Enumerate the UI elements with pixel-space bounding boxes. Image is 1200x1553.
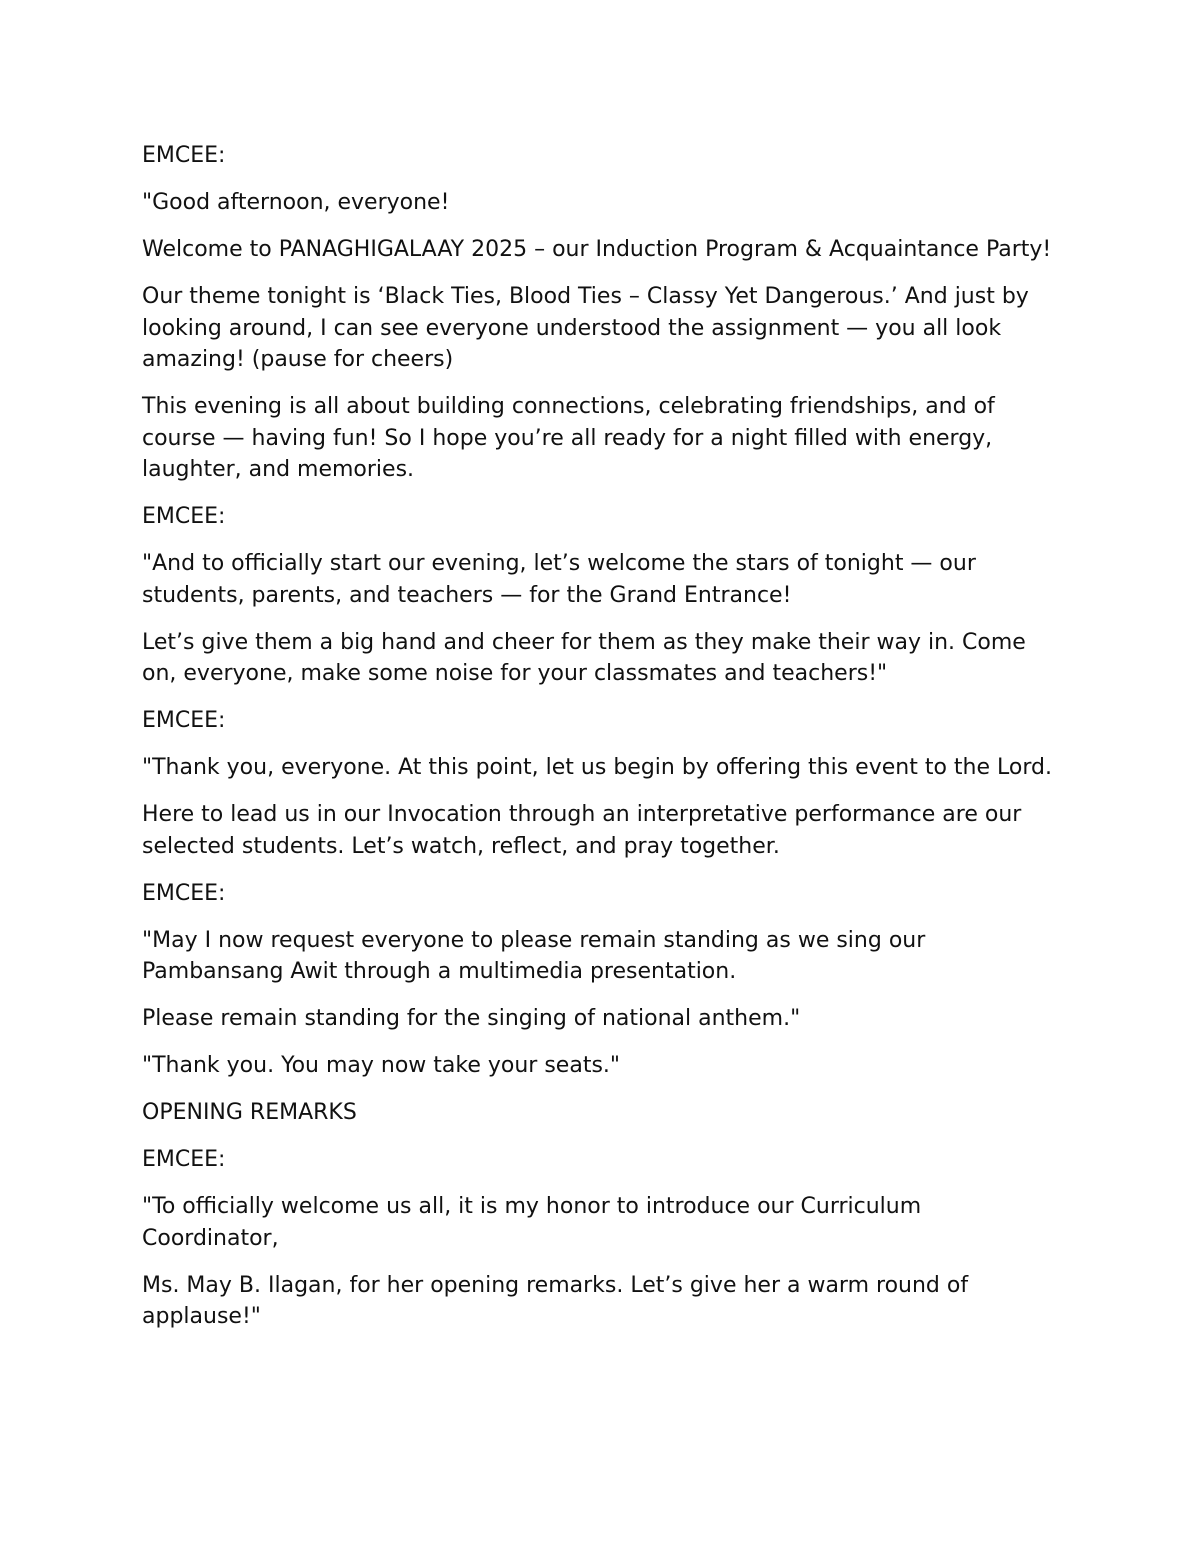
document-body <box>142 140 1062 1348</box>
paragraph: "May I now request everyone to please remain standing as we sing our Pambansang Awit through a multimedia presentation. <box>142 927 926 984</box>
paragraph: "Thank you, everyone. At this point, let us begin by offering this event to the Lord. <box>142 755 1052 780</box>
section-heading: OPENING REMARKS <box>142 1100 357 1125</box>
paragraph: "Good afternoon, everyone! <box>142 190 450 215</box>
speaker-label: EMCEE: <box>142 708 226 733</box>
paragraph: "Thank you. You may now take your seats." <box>142 1053 621 1078</box>
paragraph: "To officially welcome us all, it is my honor to introduce our Curriculum Coordinator, <box>142 1194 922 1251</box>
paragraph: Our theme tonight is ‘Black Ties, Blood Ties – Classy Yet Dangerous.’ And just by looking around, I can see everyone understood the assignment — you all look amazing! (pause for cheers) <box>142 284 1029 372</box>
paragraph: Welcome to PANAGHIGALAAY 2025 – our Induction Program & Acquaintance Party! <box>142 237 1052 262</box>
speaker-label: EMCEE: <box>142 1147 226 1172</box>
paragraph: Let’s give them a big hand and cheer for them as they make their way in. Come on, everyone, make some noise for your classmates and teachers!" <box>142 629 1026 686</box>
speaker-label: EMCEE: <box>142 504 226 529</box>
paragraph: Here to lead us in our Invocation through an interpretative performance are our selected students. Let’s watch, reflect, and pray together. <box>142 802 1022 859</box>
paragraph: Ms. May B. Ilagan, for her opening remarks. Let’s give her a warm round of applause!" <box>142 1272 969 1329</box>
paragraph: This evening is all about building connections, celebrating friendships, and of course — having fun! So I hope you’re all ready for a night filled with energy, laughter, and memories. <box>142 394 995 482</box>
paragraph: "And to officially start our evening, let’s welcome the stars of tonight — our students, parents, and teachers — for the Grand Entrance! <box>142 551 976 608</box>
speaker-label: EMCEE: <box>142 143 226 168</box>
paragraph: Please remain standing for the singing of national anthem." <box>142 1006 801 1031</box>
speaker-label: EMCEE: <box>142 880 226 906</box>
